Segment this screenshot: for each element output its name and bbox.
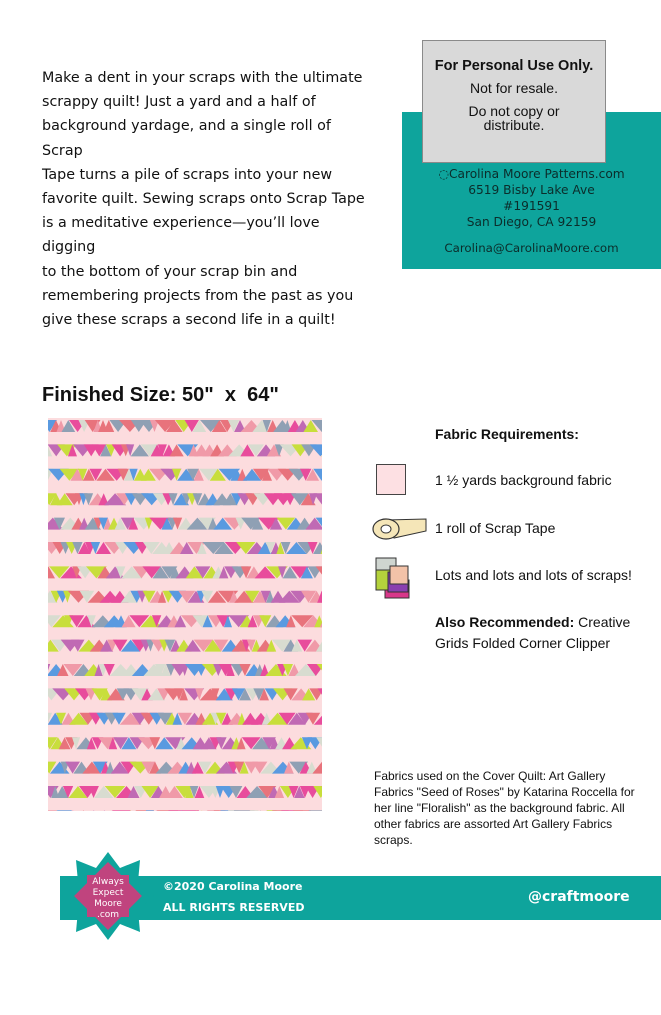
intro-paragraph (42, 66, 372, 332)
tape-roll-icon (372, 514, 428, 544)
intro-line: favorite quilt. Sewing scraps onto Scrap Tape (42, 191, 365, 208)
quilt-triangle (48, 810, 57, 811)
city-line: San Diego, CA 92159 (466, 215, 597, 229)
also-recommended-label: Also Recommended: (435, 614, 575, 630)
finished-size-heading: Finished Size: 50" x 64" (42, 384, 279, 406)
intro-line: Make a dent in your scraps with the ultimate (42, 70, 363, 86)
also-recommended (435, 612, 655, 654)
personal-use-notice (422, 40, 606, 163)
intro-line: background yardage, and a single roll of Scrap (42, 118, 331, 159)
quilt-triangle (250, 810, 259, 811)
scraps-stack-icon (374, 556, 414, 602)
intro-line: remembering projects from the past as you (42, 287, 354, 304)
quilt-triangle (57, 810, 72, 811)
scraps-requirement: Lots and lots and lots of scraps! (435, 567, 632, 583)
cover-fabrics-note: Fabrics used on the Cover Quilt: Art Gallery Fabrics "Seed of Roses" by Katarina Roccella for her line "Floralish" as the background fabric. All other fabrics are assorted Art Gallery Fabrics scraps. (374, 769, 635, 847)
quilt-triangle (112, 810, 131, 811)
scrap-tape-requirement: 1 roll of Scrap Tape (435, 520, 556, 536)
always-expect-moore-logo (60, 850, 156, 942)
quilt-illustration (48, 418, 322, 811)
copyright-text: ©2020 Carolina Moore (163, 880, 303, 893)
email-link[interactable]: Carolina@CarolinaMoore.com (444, 241, 619, 255)
intro-line: Tape turns a pile of scraps into your new (42, 166, 333, 183)
contact-address (402, 166, 661, 256)
intro-line: is a meditative experience—you’ll love digging (42, 215, 320, 256)
logo-line: Expect (92, 888, 124, 898)
social-handle[interactable]: @craftmoore (528, 889, 630, 905)
quilt-triangle (309, 810, 322, 811)
background-fabric-swatch-icon (376, 464, 406, 495)
intro-line: to the bottom of your scrap bin and (42, 263, 298, 280)
logo-line: .com (96, 910, 120, 920)
street-line: 6519 Bisby Lake Ave (468, 183, 595, 197)
quilt-triangle (146, 810, 154, 811)
intro-line: give these scraps a second life in a quilt! (42, 312, 336, 329)
intro-line: scrappy quilt! Just a yard and a half of (42, 94, 316, 111)
also-recommended-text: Creative Grids Folded Corner Clipper (435, 614, 631, 651)
notice-copy: Do not copy or distribute. (468, 103, 560, 133)
unit-line: #191591 (503, 199, 560, 213)
web-icon: ◌ (438, 167, 449, 181)
notice-resale: Not for resale. (470, 80, 558, 96)
logo-line: Always (92, 877, 124, 887)
background-fabric-requirement: 1 ½ yards background fabric (435, 472, 612, 488)
rights-text: ALL RIGHTS RESERVED (163, 901, 305, 914)
notice-title: For Personal Use Only. (434, 58, 594, 74)
company-name[interactable]: Carolina Moore Patterns.com (448, 167, 625, 181)
company-line (402, 166, 661, 182)
quilt-triangle (168, 810, 182, 811)
logo-line: Moore (94, 899, 122, 909)
fabric-requirements-heading: Fabric Requirements: (435, 426, 579, 442)
